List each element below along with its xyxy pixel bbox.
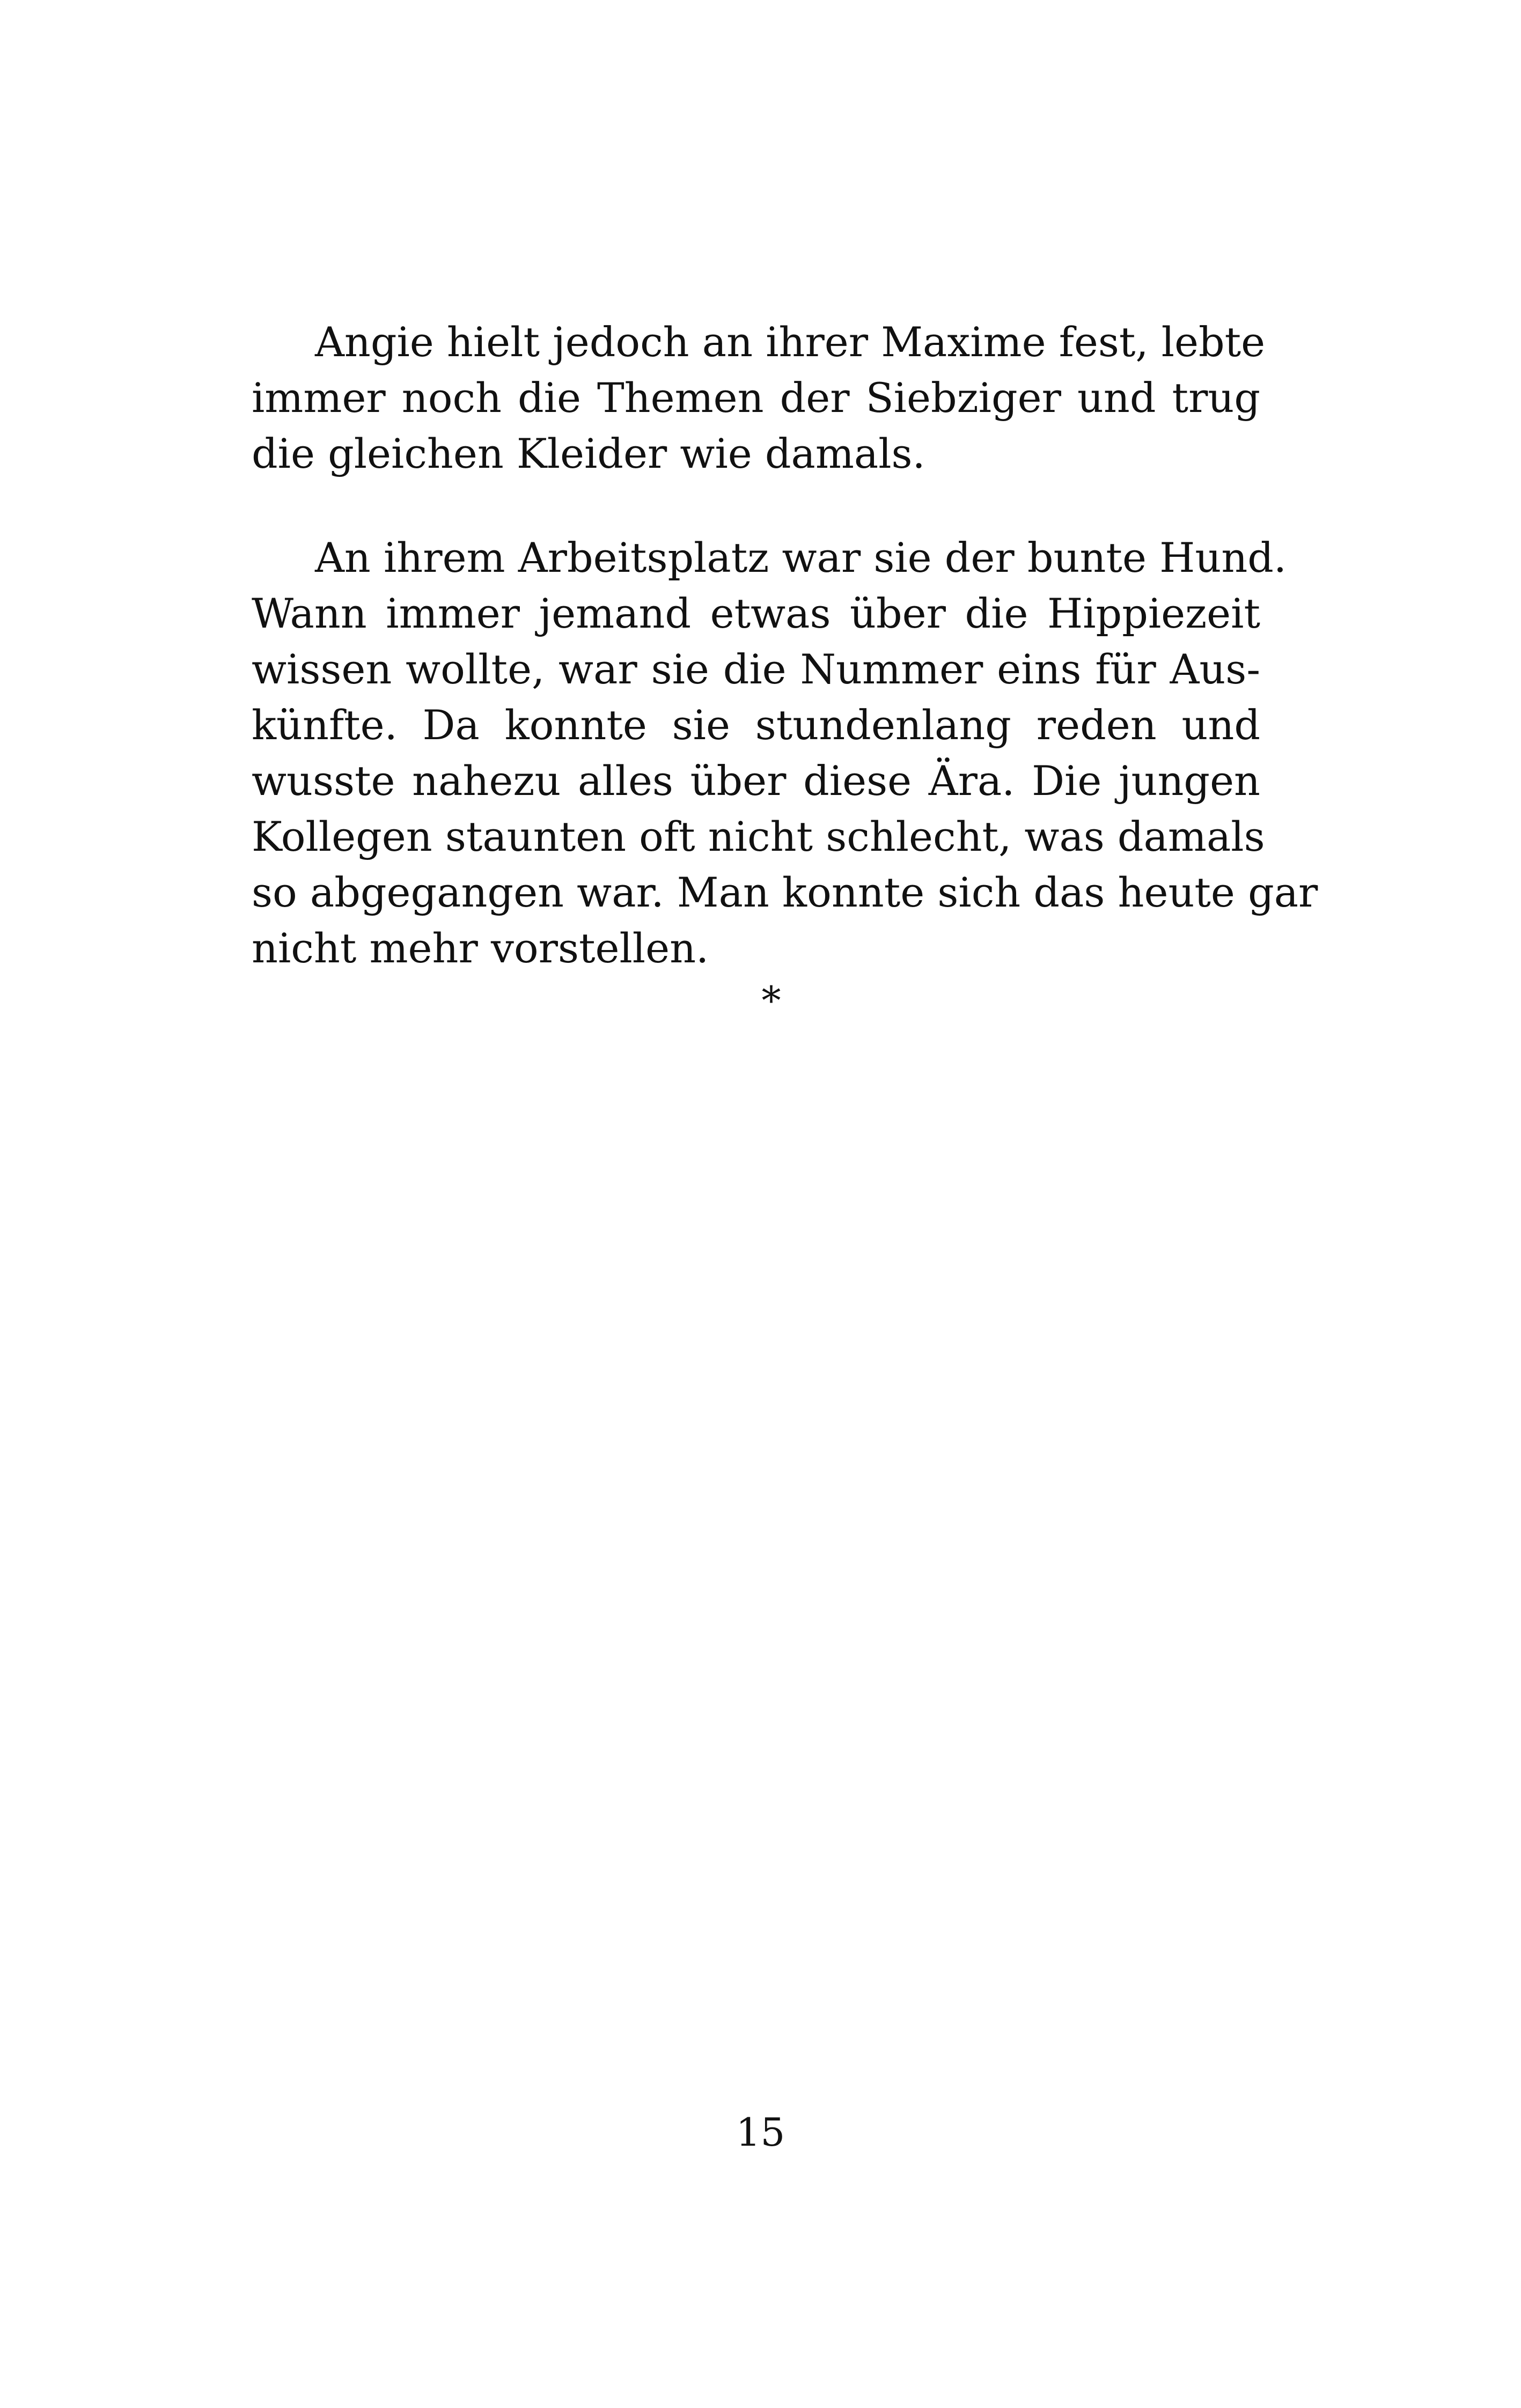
text-line: An ihrem Arbeitsplatz war sie der bunte Hund. [315, 534, 1287, 581]
paragraph-2 [252, 530, 1318, 976]
text-line: die gleichen Kleider wie damals. [252, 430, 925, 477]
text-line: wusste nahezu alles über diese Ära. Die jungen [252, 757, 1260, 805]
text-line: immer noch die Themen der Siebziger und trug [252, 374, 1260, 422]
text-line: Kollegen staunten oft nicht schlecht, was damals [252, 813, 1265, 860]
paragraph-gap [252, 482, 1260, 530]
text-line: Angie hielt jedoch an ihrer Maxime fest, lebte [315, 318, 1266, 366]
paragraph-1 [252, 314, 1266, 482]
text-line: künfte. Da konnte sie stundenlang reden und [252, 701, 1260, 749]
text-line: so abgegangen war. Man konnte sich das heute gar [252, 868, 1318, 916]
page-number: 15 [736, 2110, 785, 2155]
text-line: nicht mehr vorstellen. [252, 924, 709, 972]
text-line: Wann immer jemand etwas über die Hippiezeit [252, 590, 1260, 637]
section-separator: * [761, 978, 781, 1023]
text-line: wissen wollte, war sie die Nummer eins für Aus- [252, 645, 1260, 693]
body-text [252, 314, 1318, 976]
